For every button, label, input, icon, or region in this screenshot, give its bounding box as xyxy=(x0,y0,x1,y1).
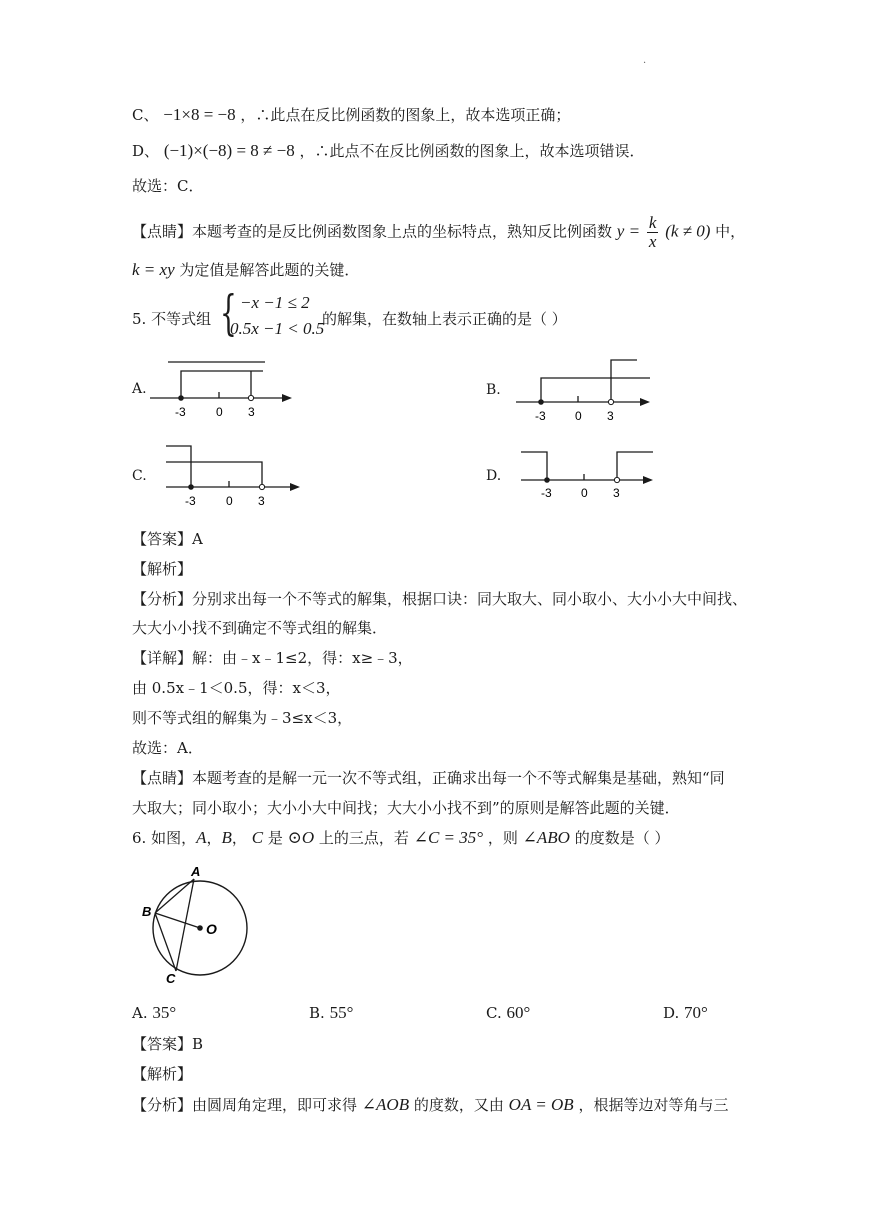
tick-label: 3 xyxy=(607,409,614,423)
d-option-expr: (−1)×(−8) = 8 ≠ −8 xyxy=(163,141,295,160)
q5-choice: 故选：A． xyxy=(132,739,203,757)
c-option-expr: −1×8 = −8 xyxy=(163,105,236,124)
q5-option-b-number-line xyxy=(510,355,660,425)
q6-analysis-text-b: 的度数，又由 xyxy=(413,1096,504,1114)
q5-analysis-line-1: 【分析】分别求出每一个不等式的解集，根据口诀：同大取大、同小取小、大小小大中间找、 xyxy=(132,590,748,608)
q6-angle-c: ∠C = 35° xyxy=(413,828,484,847)
option-value: 35° xyxy=(152,1003,177,1022)
q4-comment-formula-y: y = xyxy=(616,221,641,241)
q6-analysis-line xyxy=(132,1094,728,1116)
q5-inequality-1: −x −1 ≤ 2 xyxy=(240,293,310,312)
tick-label: 0 xyxy=(226,494,233,508)
q6-analysis-title: 【解析】 xyxy=(132,1065,193,1083)
d-option-prefix: D、 xyxy=(132,142,160,160)
separator: ， xyxy=(206,829,222,847)
q6-angle-abo: ∠ABO xyxy=(522,828,570,847)
q4-comment-text-c: 为定值是解答此题的关键． xyxy=(179,261,360,279)
q5-detail-line-1: 【详解】解：由﹣x﹣1≤2，得：x≥﹣3， xyxy=(132,649,413,667)
option-value: 60° xyxy=(506,1003,531,1022)
q5-stem-a: 5. 不等式组 xyxy=(132,310,212,328)
q6-option-a xyxy=(132,1002,176,1024)
tick-label: 0 xyxy=(216,405,223,419)
q5-analysis-title: 【解析】 xyxy=(132,560,193,578)
tick-label: -3 xyxy=(185,494,196,508)
c-option-prefix: C、 xyxy=(132,106,159,124)
c-option-text: ，∴此点在反比例函数的图象上，故本选项正确； xyxy=(240,106,571,124)
q5-option-a-number-line xyxy=(150,355,300,425)
q6-point-c: C xyxy=(251,828,264,847)
option-label: C. xyxy=(486,1004,502,1022)
brace-icon: { xyxy=(220,285,237,341)
q6-point-a: A xyxy=(196,828,207,847)
option-value: 70° xyxy=(684,1003,708,1022)
q5-option-c-number-line xyxy=(160,440,310,510)
q5-option-c-label: C. xyxy=(132,468,147,484)
q4-comment-text-b: 中， xyxy=(715,222,746,241)
q4-comment-expr: k = xy xyxy=(132,260,175,279)
fraction-numerator: k xyxy=(648,213,657,232)
figure-label-a: A xyxy=(191,864,201,879)
option-value: 55° xyxy=(329,1003,354,1022)
q6-point-b: B xyxy=(221,828,232,847)
q6-analysis-text-c: ，根据等边对等角与三 xyxy=(578,1096,729,1114)
q5-comment-line-2: 大取大；同小取小；大小小大中间找；大大小小找不到”的原则是解答此题的关键． xyxy=(132,799,680,817)
q5-analysis-line-2: 大大小小找不到确定不等式组的解集． xyxy=(132,619,388,637)
d-option-line xyxy=(132,140,645,162)
fraction-denominator: x xyxy=(648,232,657,251)
q5-option-d-label: D. xyxy=(486,468,502,484)
q6-circle-o: ⊙O xyxy=(287,828,315,847)
q4-choice: 故选：C． xyxy=(132,177,204,195)
q6-analysis-equation: OA = OB xyxy=(508,1095,574,1114)
q5-option-a-label: A. xyxy=(132,381,147,397)
separator: ， xyxy=(231,829,247,847)
tick-label: 3 xyxy=(248,405,255,419)
q5-detail-line-2: 由 0.5x﹣1＜0.5，得：x＜3， xyxy=(132,679,341,697)
tick-label: -3 xyxy=(541,486,552,500)
q6-answer: 【答案】B xyxy=(132,1035,204,1053)
q5-comment-line-1: 【点睛】本题考查的是解一元一次不等式组，正确求出每一个不等式解集是基础，熟知“同 xyxy=(132,769,725,787)
tick-label: 0 xyxy=(575,409,582,423)
q6-stem xyxy=(132,827,670,849)
option-label: D. xyxy=(663,1004,680,1022)
q4-comment-line xyxy=(132,214,745,251)
q4-comment-condition: (k ≠ 0) xyxy=(665,221,711,241)
q5-inequality-2: 0.5x −1 < 0.5 xyxy=(230,319,325,338)
q5-option-d-number-line xyxy=(515,440,665,510)
page-mark: · xyxy=(643,58,647,69)
tick-label: -3 xyxy=(175,405,186,419)
q4-comment-text-a: 【点睛】本题考查的是反比例函数图象上点的坐标特点，熟知反比例函数 xyxy=(132,222,613,241)
tick-label: 0 xyxy=(581,486,588,500)
q5-stem-b: 的解集，在数轴上表示正确的是（ ） xyxy=(322,310,567,328)
q6-circle-figure xyxy=(138,862,258,987)
q6-stem-d: ，则 xyxy=(487,829,518,847)
tick-label: -3 xyxy=(535,409,546,423)
q6-stem-b: 是 xyxy=(267,829,283,847)
figure-label-b: B xyxy=(142,904,152,919)
q6-stem-a: 6. 如图， xyxy=(132,829,197,847)
tick-label: 3 xyxy=(258,494,265,508)
figure-label-c: C xyxy=(166,971,176,986)
q5-detail-line-3: 则不等式组的解集为﹣3≤x＜3， xyxy=(132,709,353,727)
tick-label: 3 xyxy=(613,486,620,500)
option-label: B. xyxy=(309,1004,325,1022)
q6-analysis-angle: ∠AOB xyxy=(361,1095,410,1114)
option-label: A. xyxy=(132,1004,148,1022)
d-option-text: ，∴此点不在反比例函数的图象上，故本选项错误． xyxy=(299,142,645,160)
q6-option-b xyxy=(309,1002,353,1024)
c-option-line xyxy=(132,104,570,126)
q5-answer: 【答案】A xyxy=(132,530,203,548)
figure-label-o: O xyxy=(206,921,217,937)
q6-analysis-text-a: 【分析】由圆周角定理，即可求得 xyxy=(132,1096,358,1114)
q6-option-d xyxy=(663,1002,708,1024)
q6-stem-c: 上的三点，若 xyxy=(318,829,409,847)
q4-comment-fraction xyxy=(647,214,659,251)
q5-option-b-label: B. xyxy=(486,382,501,398)
q4-comment-line-2 xyxy=(132,259,359,281)
q6-stem-e: 的度数是（ ） xyxy=(574,829,670,847)
q6-option-c xyxy=(486,1002,530,1024)
